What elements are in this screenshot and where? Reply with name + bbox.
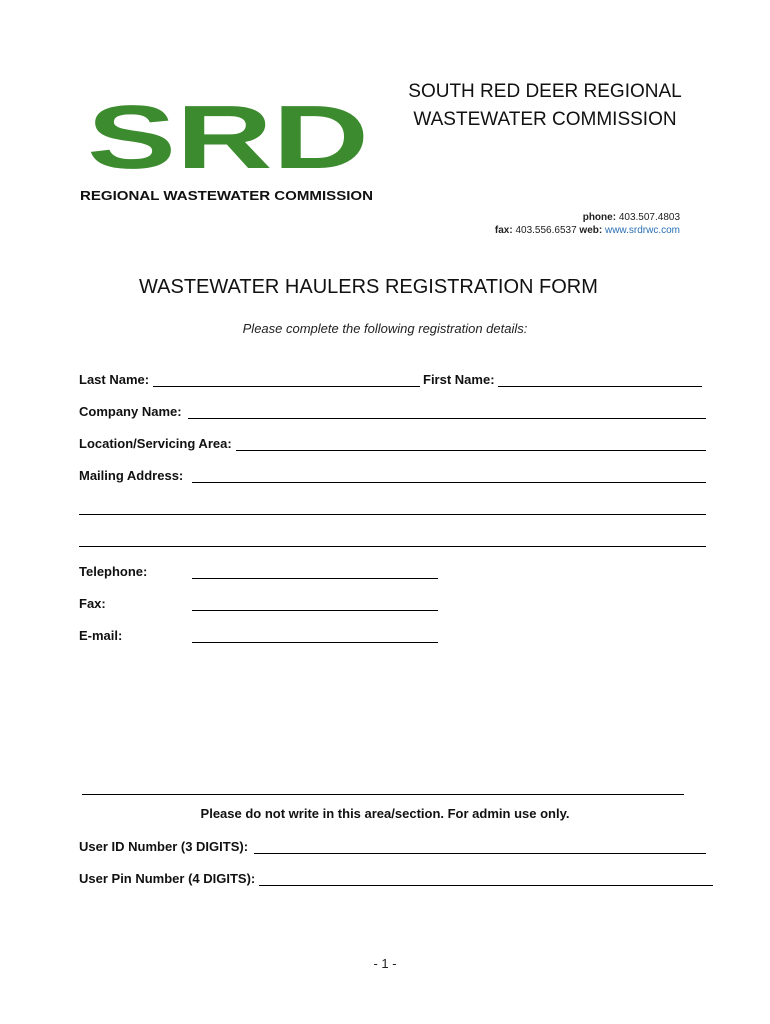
admin-divider bbox=[82, 794, 684, 795]
fax-value: 403.556.6537 bbox=[515, 225, 577, 236]
contact-fax-web bbox=[495, 224, 680, 237]
mailing-address-line-3[interactable] bbox=[79, 546, 706, 547]
last-name-field[interactable] bbox=[153, 386, 420, 387]
user-pin-label: User Pin Number (4 DIGITS): bbox=[79, 871, 256, 886]
fax-label: fax: bbox=[494, 225, 513, 236]
location-field[interactable] bbox=[236, 450, 706, 451]
form-instructions: Please complete the following registration details: bbox=[242, 321, 528, 336]
logo-subtitle: REGIONAL WASTEWATER COMMISSION bbox=[80, 188, 373, 203]
logo-letters: SRD bbox=[87, 96, 369, 188]
user-pin-field[interactable] bbox=[259, 885, 713, 886]
contact-phone bbox=[583, 211, 680, 224]
fax-label-field: Fax: bbox=[79, 596, 106, 611]
web-link[interactable]: www.srdrwc.com bbox=[604, 225, 680, 236]
form-title: WASTEWATER HAULERS REGISTRATION FORM bbox=[139, 276, 598, 298]
mailing-address-label: Mailing Address: bbox=[79, 468, 184, 483]
phone-value: 403.507.4803 bbox=[618, 212, 680, 223]
email-label: E-mail: bbox=[79, 628, 123, 643]
organization-name bbox=[395, 78, 695, 134]
user-id-label: User ID Number (3 DIGITS): bbox=[79, 839, 249, 854]
org-name-line2: WASTEWATER COMMISSION bbox=[413, 109, 677, 130]
company-name-label: Company Name: bbox=[79, 404, 182, 419]
telephone-label: Telephone: bbox=[79, 564, 148, 579]
email-field[interactable] bbox=[192, 642, 438, 643]
user-id-field[interactable] bbox=[254, 853, 706, 854]
first-name-field[interactable] bbox=[498, 386, 702, 387]
phone-label: phone: bbox=[582, 212, 617, 223]
mailing-address-field[interactable] bbox=[192, 482, 706, 483]
telephone-field[interactable] bbox=[192, 578, 438, 579]
last-name-label: Last Name: bbox=[79, 372, 150, 387]
company-name-field[interactable] bbox=[188, 418, 706, 419]
first-name-label: First Name: bbox=[423, 372, 495, 387]
admin-note: Please do not write in this area/section. For admin use only. bbox=[200, 806, 570, 821]
mailing-address-line-2[interactable] bbox=[79, 514, 706, 515]
page-number: - 1 - bbox=[373, 956, 397, 971]
location-label: Location/Servicing Area: bbox=[79, 436, 232, 451]
web-label: web: bbox=[579, 225, 603, 236]
srd-logo bbox=[80, 96, 380, 206]
fax-field[interactable] bbox=[192, 610, 438, 611]
org-name-line1: SOUTH RED DEER REGIONAL bbox=[408, 81, 682, 102]
